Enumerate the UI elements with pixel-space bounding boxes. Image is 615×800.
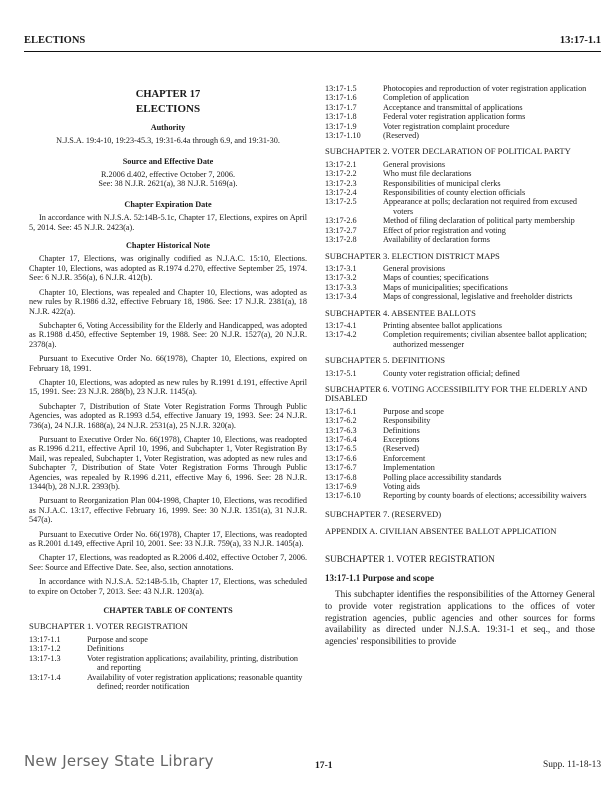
source-line-2: See: 38 N.J.R. 2621(a), 38 N.J.R. 5169(a). <box>98 179 238 189</box>
toc-entry-title: Appearance at polls; declaration not required from excused voters <box>383 197 577 216</box>
history-paragraph: Subchapter 7, Distribution of State Voter Registration Forms Through Public Agencies, was adopted as R.1993 d.54, effective January 19, 1993. See: 24 N.J.R. 736(a), 24 N.J.R. 1688(a), 24 N.J.R. 2531(a), 25 N.J.R. 320(a). <box>29 401 307 430</box>
history-paragraph: Chapter 10, Elections, was repealed and Chapter 10, Elections, was adopted as new rules by R.1986 d.32, effective February 18, 1986. See: 17 N.J.R. 2381(a), 18 N.J.R. 422(a). <box>29 287 307 316</box>
toc-entry-number: 13:17-2.8 <box>325 235 357 245</box>
toc-entry-number: 13:17-6.4 <box>325 435 357 444</box>
toc-entry[interactable] <box>325 454 595 463</box>
toc-entry-title: Completion of application <box>383 93 469 103</box>
toc-entry-title: Responsibility <box>383 416 431 426</box>
expiration-text: In accordance with N.J.S.A. 52:14B-5.1c, Chapter 17, Elections, expires on April 5, 2014. See: 45 N.J.R. 2423(a). <box>29 213 307 232</box>
toc-entry[interactable] <box>325 292 595 301</box>
toc-entry[interactable] <box>325 84 595 93</box>
toc-entry-number: 13:17-2.5 <box>325 197 357 207</box>
toc-entry-title: General provisions <box>383 159 446 169</box>
toc-entry[interactable] <box>325 103 595 112</box>
toc-entry-number: 13:17-3.4 <box>325 292 357 302</box>
left-column <box>29 84 307 691</box>
toc-subchapter-4[interactable]: SUBCHAPTER 4. ABSENTEE BALLOTS <box>325 307 476 318</box>
toc-entry[interactable] <box>325 160 595 169</box>
toc-entry-title: Photocopies and reproduction of voter registration application <box>383 84 587 93</box>
chapter-title: ELECTIONS <box>135 103 201 116</box>
toc-entry[interactable] <box>325 169 595 178</box>
history-paragraph: Chapter 17, Elections, was readopted as R.2006 d.402, effective October 7, 2006. See: Source and Effective Date. See, also, section annotations. <box>29 553 307 572</box>
toc-entry[interactable] <box>325 369 595 378</box>
toc-entry[interactable] <box>325 179 595 188</box>
toc-entry-number: 13:17-2.4 <box>325 188 357 198</box>
toc-entry-title: Completion requirements; civilian absentee ballot application; authorized messenger <box>383 330 587 349</box>
toc-entry-title: Exceptions <box>383 435 420 444</box>
toc-subchapter-2[interactable]: SUBCHAPTER 2. VOTER DECLARATION OF POLITICAL PARTY <box>325 146 571 157</box>
toc-entry-title: Maps of congressional, legislative and freeholder districts <box>383 292 573 302</box>
toc-entry-title: Maps of municipalities; specifications <box>383 282 508 292</box>
toc-entry[interactable] <box>325 93 595 102</box>
section-subchapter-heading: SUBCHAPTER 1. VOTER REGISTRATION <box>325 553 495 564</box>
toc-entry[interactable] <box>325 463 595 472</box>
history-paragraph: Subchapter 6, Voting Accessibility for the Elderly and Handicapped, was adopted as R.1988 d.450, effective September 19, 1988. See: 20 N.J.R. 1527(a), 20 N.J.R. 2378(a). <box>29 320 307 349</box>
toc-entry-number: 13:17-6.5 <box>325 444 357 454</box>
toc-entry[interactable] <box>325 491 595 500</box>
header-rule <box>24 51 601 52</box>
toc-entry[interactable] <box>325 273 595 282</box>
toc-entry-title: Purpose and scope <box>383 406 444 416</box>
toc-entry[interactable] <box>325 131 595 140</box>
supplement-date: Supp. 11-18-13 <box>543 760 601 770</box>
toc-entry[interactable] <box>325 321 595 330</box>
toc-entry-title: Federal voter registration application forms <box>383 112 526 122</box>
toc-entry-number: 13:17-2.2 <box>325 169 357 179</box>
toc-entry[interactable] <box>29 644 307 653</box>
toc-entry-title: Enforcement <box>383 453 426 463</box>
toc-entry-title: Maps of counties; specifications <box>383 273 489 283</box>
history-paragraph: Chapter 10, Elections, was adopted as new rules by R.1991 d.191, effective April 15, 1991. See: 23 N.J.R. 288(b), 23 N.J.R. 1145(a). <box>29 377 307 397</box>
toc-entry[interactable] <box>325 426 595 435</box>
expiration-heading: Chapter Expiration Date <box>124 199 212 209</box>
toc-entry-number: 13:17-3.3 <box>325 282 357 292</box>
source-line-1: R.2006 d.402, effective October 7, 2006. <box>100 170 235 180</box>
toc-entry-title: Who must file declarations <box>383 169 472 179</box>
toc-entry-title: Availability of voter registration applications; reasonable quantity defined; reorder notification <box>87 672 303 691</box>
toc-entry-title: Polling place accessibility standards <box>383 472 502 482</box>
toc-entry[interactable] <box>325 482 595 491</box>
history-paragraph: Pursuant to Reorganization Plan 004-1998, Chapter 10, Elections, was recodified as N.J.A.C. 13:17, effective February 16, 1999. See: 30 N.J.R. 1351(a), 31 N.J.R. 547(a). <box>29 496 307 525</box>
toc-heading: CHAPTER TABLE OF CONTENTS <box>103 606 233 616</box>
toc-entry-number: 13:17-4.1 <box>325 320 357 330</box>
toc-entry-title: Purpose and scope <box>87 634 148 644</box>
toc-entry-title: (Reserved) <box>383 444 419 454</box>
authority-text: N.J.S.A. 19:4-10, 19:23-45.3, 19:31-6.4a through 6.9, and 19:31-30. <box>56 136 280 146</box>
toc-entry[interactable] <box>325 435 595 444</box>
toc-entry-title: Responsibilities of municipal clerks <box>383 178 501 188</box>
toc-entry-title: Printing absentee ballot applications <box>383 320 502 330</box>
page-footer <box>24 752 601 775</box>
toc-entry[interactable] <box>29 673 307 692</box>
toc-entry-title: (Reserved) <box>383 131 419 141</box>
toc-entry[interactable] <box>325 416 595 425</box>
toc-entry[interactable] <box>325 216 595 225</box>
toc-entry[interactable] <box>325 330 595 349</box>
toc-entry[interactable] <box>29 654 307 673</box>
toc-appendix-a[interactable]: APPENDIX A. CIVILIAN ABSENTEE BALLOT APPLICATION <box>325 526 557 537</box>
toc-entry[interactable] <box>325 283 595 292</box>
right-column <box>325 84 595 647</box>
toc-entry[interactable] <box>325 188 595 197</box>
history-heading: Chapter Historical Note <box>126 241 210 251</box>
header-title: ELECTIONS <box>24 35 86 46</box>
toc-entry-title: Voting aids <box>383 482 420 492</box>
toc-entry-title: Implementation <box>383 463 435 473</box>
toc-entry[interactable] <box>325 473 595 482</box>
toc-entry-number: 13:17-1.5 <box>325 84 357 93</box>
toc-entry[interactable] <box>325 226 595 235</box>
toc-entry-title: Definitions <box>383 425 420 435</box>
toc-entry[interactable] <box>325 197 595 216</box>
toc-entry[interactable] <box>29 635 307 644</box>
history-paragraph: Chapter 17, Elections, was originally codified as N.J.A.C. 15:10, Elections. Chapter 10, Elections, was adopted as R.1974 d.270, effective September 25, 1974. See: 6 N.J.R. 356(a), 6 N.J.R. 412(b). <box>29 254 307 283</box>
toc-entry-title: Method of filing declaration of political party membership <box>383 216 575 226</box>
toc-entry[interactable] <box>325 407 595 416</box>
toc-subchapter-3[interactable]: SUBCHAPTER 3. ELECTION DISTRICT MAPS <box>325 250 500 261</box>
toc-entry-number: 13:17-4.2 <box>325 330 357 340</box>
toc-entry[interactable] <box>325 122 595 131</box>
toc-entry-number: 13:17-2.3 <box>325 178 357 188</box>
toc-entry-title: Effect of prior registration and voting <box>383 225 506 235</box>
toc-subchapter-1[interactable]: SUBCHAPTER 1. VOTER REGISTRATION <box>29 621 188 632</box>
toc-entry-title: Voter registration complaint procedure <box>383 121 510 131</box>
toc-entry-number: 13:17-6.8 <box>325 472 357 482</box>
history-paragraph: Pursuant to Executive Order No. 66(1978), Chapter 17, Elections, was readopted as R.2001 d.149, effective April 10, 2001. See: 33 N.J.R. 759(a), 33 N.J.R. 1405(a). <box>29 529 307 549</box>
toc-entry-number: 13:17-6.10 <box>325 491 361 501</box>
toc-entry-title: General provisions <box>383 263 446 273</box>
toc-entry-number: 13:17-6.1 <box>325 406 357 416</box>
section-body: This subchapter identifies the responsibilities of the Attorney General to provide voter registration applications to the offices of voter registration agencies, public agencies and other sources for forms availability as directed under N.J.S.A. 19:31-1 et seq., and those agencies' responsibilities to provide <box>325 589 595 646</box>
toc-entry[interactable] <box>325 264 595 273</box>
toc-entry-number: 13:17-6.6 <box>325 453 357 463</box>
toc-entry-number: 13:17-1.3 <box>29 653 61 663</box>
toc-entry-number: 13:17-1.9 <box>325 121 357 131</box>
toc-entry-title: Acceptance and transmittal of applications <box>383 102 523 112</box>
chapter-number: CHAPTER 17 <box>135 89 201 100</box>
toc-entry-number: 13:17-1.1 <box>29 634 61 644</box>
library-stamp: New Jersey State Library <box>24 752 214 770</box>
page-number: 17-1 <box>315 760 333 771</box>
toc-subchapter-6[interactable]: SUBCHAPTER 6. VOTING ACCESSIBILITY FOR THE ELDERLY AND DISABLED <box>325 383 588 404</box>
toc-entry-number: 13:17-6.3 <box>325 425 357 435</box>
toc-entry-number: 13:17-1.10 <box>325 131 361 141</box>
toc-entry-number: 13:17-1.8 <box>325 112 357 122</box>
toc-entry-number: 13:17-1.7 <box>325 102 357 112</box>
toc-entry-title: Voter registration applications; availability, printing, distribution and reporting <box>87 653 299 673</box>
toc-entry-number: 13:17-2.1 <box>325 159 357 169</box>
toc-entry-title: Reporting by county boards of elections; accessibility waivers <box>383 491 587 501</box>
toc-entry-number: 13:17-3.1 <box>325 263 357 273</box>
history-paragraph: Pursuant to Executive Order No. 66(1978), Chapter 10, Elections, expired on February 18, 1991. <box>29 354 307 373</box>
toc-entry[interactable] <box>325 235 595 244</box>
toc-entry-number: 13:17-1.2 <box>29 644 61 654</box>
authority-heading: Authority <box>150 122 186 132</box>
history-paragraph: Pursuant to Executive Order No. 66(1978), Chapter 10, Elections, was readopted as R.1996 d.211, effective April 10, 1996, and Subchapter 1, Voter Registration By Mail, was repealed, Subchapter 1, Voter Registration, was adopted as new rules and Subchapter 7, Distribution of State Voter Registration Forms Through Public Agencies, was repealed by R.1996 d.211, effective May 6, 1996. See: 28 N.J.R. 1344(b), 28 N.J.R. 2393(b). <box>29 434 307 491</box>
toc-entry-title: Responsibilities of county election officials <box>383 188 526 198</box>
toc-entry-number: 13:17-3.2 <box>325 273 357 283</box>
toc-entry[interactable] <box>325 444 595 453</box>
running-header <box>24 36 601 50</box>
toc-subchapter-5[interactable]: SUBCHAPTER 5. DEFINITIONS <box>325 355 446 366</box>
toc-entry-title: County voter registration official; defined <box>383 368 520 378</box>
toc-entry-number: 13:17-1.4 <box>29 672 61 682</box>
toc-subchapter-7[interactable]: SUBCHAPTER 7. (RESERVED) <box>325 508 442 519</box>
toc-entry-title: Definitions <box>87 644 124 654</box>
toc-entry-number: 13:17-6.9 <box>325 482 357 492</box>
toc-entry-number: 13:17-6.7 <box>325 463 357 473</box>
toc-entry-number: 13:17-2.7 <box>325 225 357 235</box>
toc-entry[interactable] <box>325 112 595 121</box>
toc-entry-number: 13:17-6.2 <box>325 416 357 426</box>
toc-entry-number: 13:17-5.1 <box>325 368 357 378</box>
toc-entry-title: Availability of declaration forms <box>383 235 490 245</box>
toc-entry-number: 13:17-2.6 <box>325 216 357 226</box>
header-section-number: 13:17-1.1 <box>559 35 601 46</box>
history-paragraph: In accordance with N.J.S.A. 52:14B-5.1b, Chapter 17, Elections, was scheduled to expire on October 7, 2013. See: 43 N.J.R. 1203(a). <box>29 577 307 596</box>
toc-entry-number: 13:17-1.6 <box>325 93 357 103</box>
section-heading: 13:17-1.1 Purpose and scope <box>325 573 435 584</box>
source-heading: Source and Effective Date <box>122 156 214 166</box>
